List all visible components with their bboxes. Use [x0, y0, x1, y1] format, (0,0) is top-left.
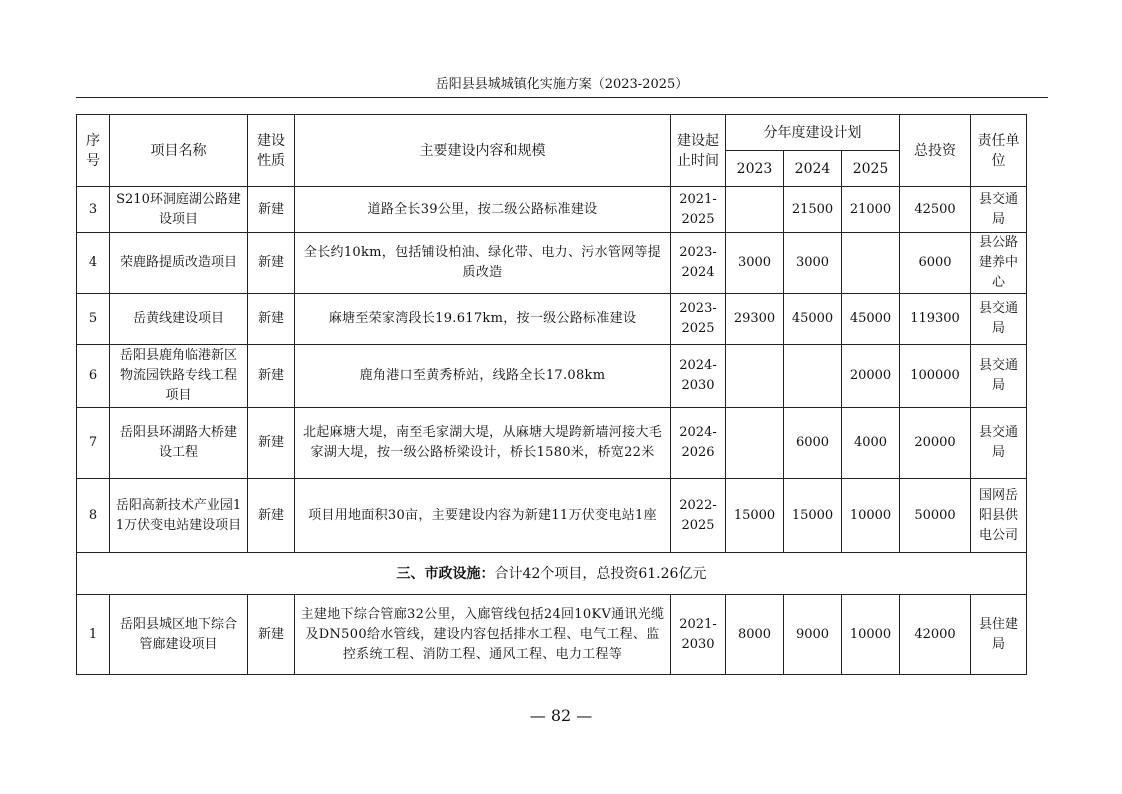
page-number: — 82 — [529, 706, 593, 725]
section-heading-municipal [77, 553, 1027, 595]
col-header-nature: 建设性质 [248, 115, 295, 187]
col-header-annual-plan: 分年度建设计划 [726, 115, 900, 151]
cell-content: 道路全长39公里，按二级公路标准建设 [295, 187, 671, 233]
section-summary: 合计42个项目，总投资61.26亿元 [494, 565, 707, 582]
cell-2025: 4000 [842, 408, 900, 479]
table-row [77, 479, 1027, 553]
cell-unit: 县公路建养中心 [971, 233, 1027, 294]
cell-total: 6000 [900, 233, 971, 294]
cell-nature: 新建 [248, 345, 295, 408]
col-header-content: 主要建设内容和规模 [295, 115, 671, 187]
cell-nature: 新建 [248, 408, 295, 479]
cell-seq: 4 [77, 233, 110, 294]
cell-content: 项目用地面积30亩，主要建设内容为新建11万伏变电站1座 [295, 479, 671, 553]
cell-2025 [842, 233, 900, 294]
section-label: 三、市政设施： [396, 565, 495, 582]
cell-2023: 8000 [726, 595, 784, 675]
cell-name: 岳阳县环湖路大桥建设工程 [110, 408, 248, 479]
page-header: 岳阳县县城城镇化实施方案（2023-2025） [435, 77, 689, 92]
cell-2024: 45000 [784, 294, 842, 345]
cell-unit: 国网岳阳县供电公司 [971, 479, 1027, 553]
cell-total: 20000 [900, 408, 971, 479]
col-header-2023: 2023 [726, 151, 784, 187]
cell-total: 50000 [900, 479, 971, 553]
cell-total: 119300 [900, 294, 971, 345]
cell-2023: 15000 [726, 479, 784, 553]
cell-2024: 9000 [784, 595, 842, 675]
cell-seq: 5 [77, 294, 110, 345]
cell-unit: 县交通局 [971, 345, 1027, 408]
cell-name: 岳黄线建设项目 [110, 294, 248, 345]
cell-nature: 新建 [248, 187, 295, 233]
col-header-unit: 责任单位 [971, 115, 1027, 187]
cell-name: S210环洞庭湖公路建设项目 [110, 187, 248, 233]
section-row [77, 553, 1027, 595]
cell-2023 [726, 345, 784, 408]
cell-total: 42000 [900, 595, 971, 675]
cell-seq: 8 [77, 479, 110, 553]
cell-period: 2023-2024 [671, 233, 726, 294]
cell-2025: 10000 [842, 479, 900, 553]
cell-unit: 县交通局 [971, 294, 1027, 345]
cell-2024 [784, 345, 842, 408]
project-table [76, 114, 1027, 675]
col-header-total: 总投资 [900, 115, 971, 187]
cell-name: 荣鹿路提质改造项目 [110, 233, 248, 294]
cell-period: 2022-2025 [671, 479, 726, 553]
cell-2024: 15000 [784, 479, 842, 553]
cell-2025: 20000 [842, 345, 900, 408]
cell-total: 42500 [900, 187, 971, 233]
cell-nature: 新建 [248, 294, 295, 345]
table-row [77, 187, 1027, 233]
col-header-name: 项目名称 [110, 115, 248, 187]
cell-period: 2024-2026 [671, 408, 726, 479]
cell-2023 [726, 408, 784, 479]
table-row [77, 345, 1027, 408]
cell-2023: 29300 [726, 294, 784, 345]
cell-period: 2021-2025 [671, 187, 726, 233]
cell-unit: 县交通局 [971, 408, 1027, 479]
cell-nature: 新建 [248, 479, 295, 553]
cell-content: 北起麻塘大堤，南至毛家湖大堤，从麻塘大堤跨新墙河接大毛家湖大堤，按一级公路桥梁设计，桥长1580米，桥宽22米 [295, 408, 671, 479]
cell-name: 岳阳县城区地下综合管廊建设项目 [110, 595, 248, 675]
cell-period: 2021-2030 [671, 595, 726, 675]
cell-name: 岳阳高新技术产业园11万伏变电站建设项目 [110, 479, 248, 553]
col-header-2025: 2025 [842, 151, 900, 187]
cell-2025: 45000 [842, 294, 900, 345]
cell-unit: 县住建局 [971, 595, 1027, 675]
cell-seq: 6 [77, 345, 110, 408]
cell-seq: 3 [77, 187, 110, 233]
cell-2024: 3000 [784, 233, 842, 294]
cell-2025: 10000 [842, 595, 900, 675]
cell-content: 全长约10km，包括铺设柏油、绿化带、电力、污水管网等提质改造 [295, 233, 671, 294]
header-rule [76, 97, 1048, 98]
cell-2023: 3000 [726, 233, 784, 294]
col-header-seq: 序号 [77, 115, 110, 187]
cell-2024: 21500 [784, 187, 842, 233]
cell-2024: 6000 [784, 408, 842, 479]
cell-nature: 新建 [248, 595, 295, 675]
table-row [77, 595, 1027, 675]
cell-seq: 1 [77, 595, 110, 675]
cell-period: 2024-2030 [671, 345, 726, 408]
cell-content: 主建地下综合管廊32公里，入廊管线包括24回10KV通讯光缆及DN500给水管线，建设内容包括排水工程、电气工程、监控系统工程、消防工程、通风工程、电力工程等 [295, 595, 671, 675]
cell-content: 鹿角港口至黄秀桥站，线路全长17.08km [295, 345, 671, 408]
cell-2023 [726, 187, 784, 233]
cell-2025: 21000 [842, 187, 900, 233]
cell-seq: 7 [77, 408, 110, 479]
col-header-period: 建设起止时间 [671, 115, 726, 187]
table-row [77, 294, 1027, 345]
col-header-2024: 2024 [784, 151, 842, 187]
cell-total: 100000 [900, 345, 971, 408]
cell-name: 岳阳县鹿角临港新区物流园铁路专线工程项目 [110, 345, 248, 408]
table-row [77, 408, 1027, 479]
cell-period: 2023-2025 [671, 294, 726, 345]
cell-content: 麻塘至荣家湾段长19.617km，按一级公路标准建设 [295, 294, 671, 345]
cell-unit: 县交通局 [971, 187, 1027, 233]
cell-nature: 新建 [248, 233, 295, 294]
table-row [77, 233, 1027, 294]
